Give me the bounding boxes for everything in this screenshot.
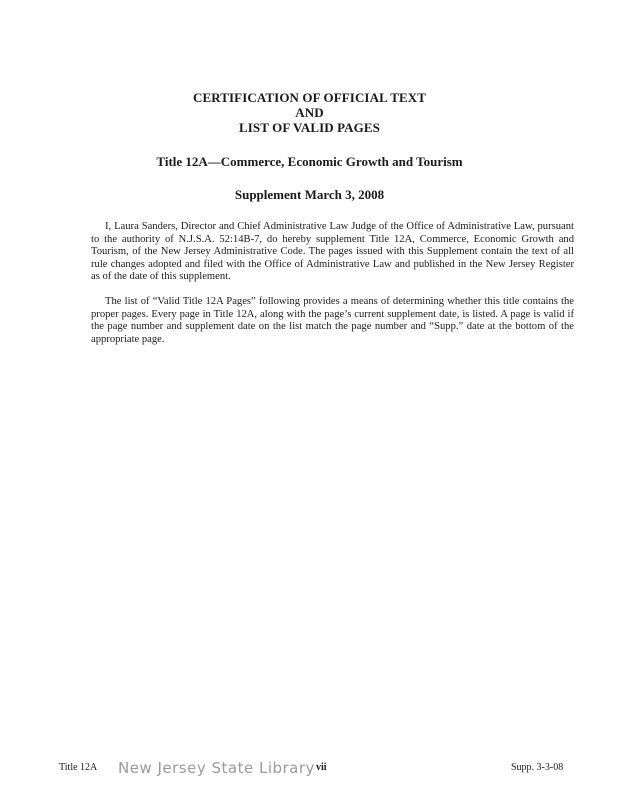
heading-line-2: AND xyxy=(295,105,324,120)
title-heading: Title 12A—Commerce, Economic Growth and Tourism xyxy=(156,154,463,169)
certification-paragraph: I, Laura Sanders, Director and Chief Administrative Law Judge of the Office of Administrative Law, pursuant to the authority of N.J.S.A. 52:14B-7, do hereby supplement Title 12A, Commerce, Economic Growth and Tourism, of the New Jersey Administrative Code. The pages issued with this Supplement contain the text of all rule changes adopted and filed with the Office of Administrative Law and published in the New Jersey Register as of the date of this supplement. xyxy=(91,221,574,283)
heading-line-3: LIST OF VALID PAGES xyxy=(239,120,380,135)
library-watermark: New Jersey State Library xyxy=(118,759,315,777)
footer-page-number: vii xyxy=(316,762,327,773)
valid-pages-paragraph: The list of “Valid Title 12A Pages” following provides a means of determining whether this title contains the proper pages. Every page in Title 12A, along with the page’s current supplement date, is listed. A page is valid if the page number and supplement date on the list match the page number and “Supp.” date at the bottom of the appropriate page. xyxy=(91,296,574,345)
footer-supplement-date: Supp. 3-3-08 xyxy=(511,762,564,773)
footer-title: Title 12A xyxy=(59,762,98,773)
supplement-date-heading: Supplement March 3, 2008 xyxy=(234,187,385,202)
heading-line-1: CERTIFICATION OF OFFICIAL TEXT xyxy=(192,90,427,105)
certification-heading xyxy=(0,90,619,135)
page-footer xyxy=(0,758,619,780)
